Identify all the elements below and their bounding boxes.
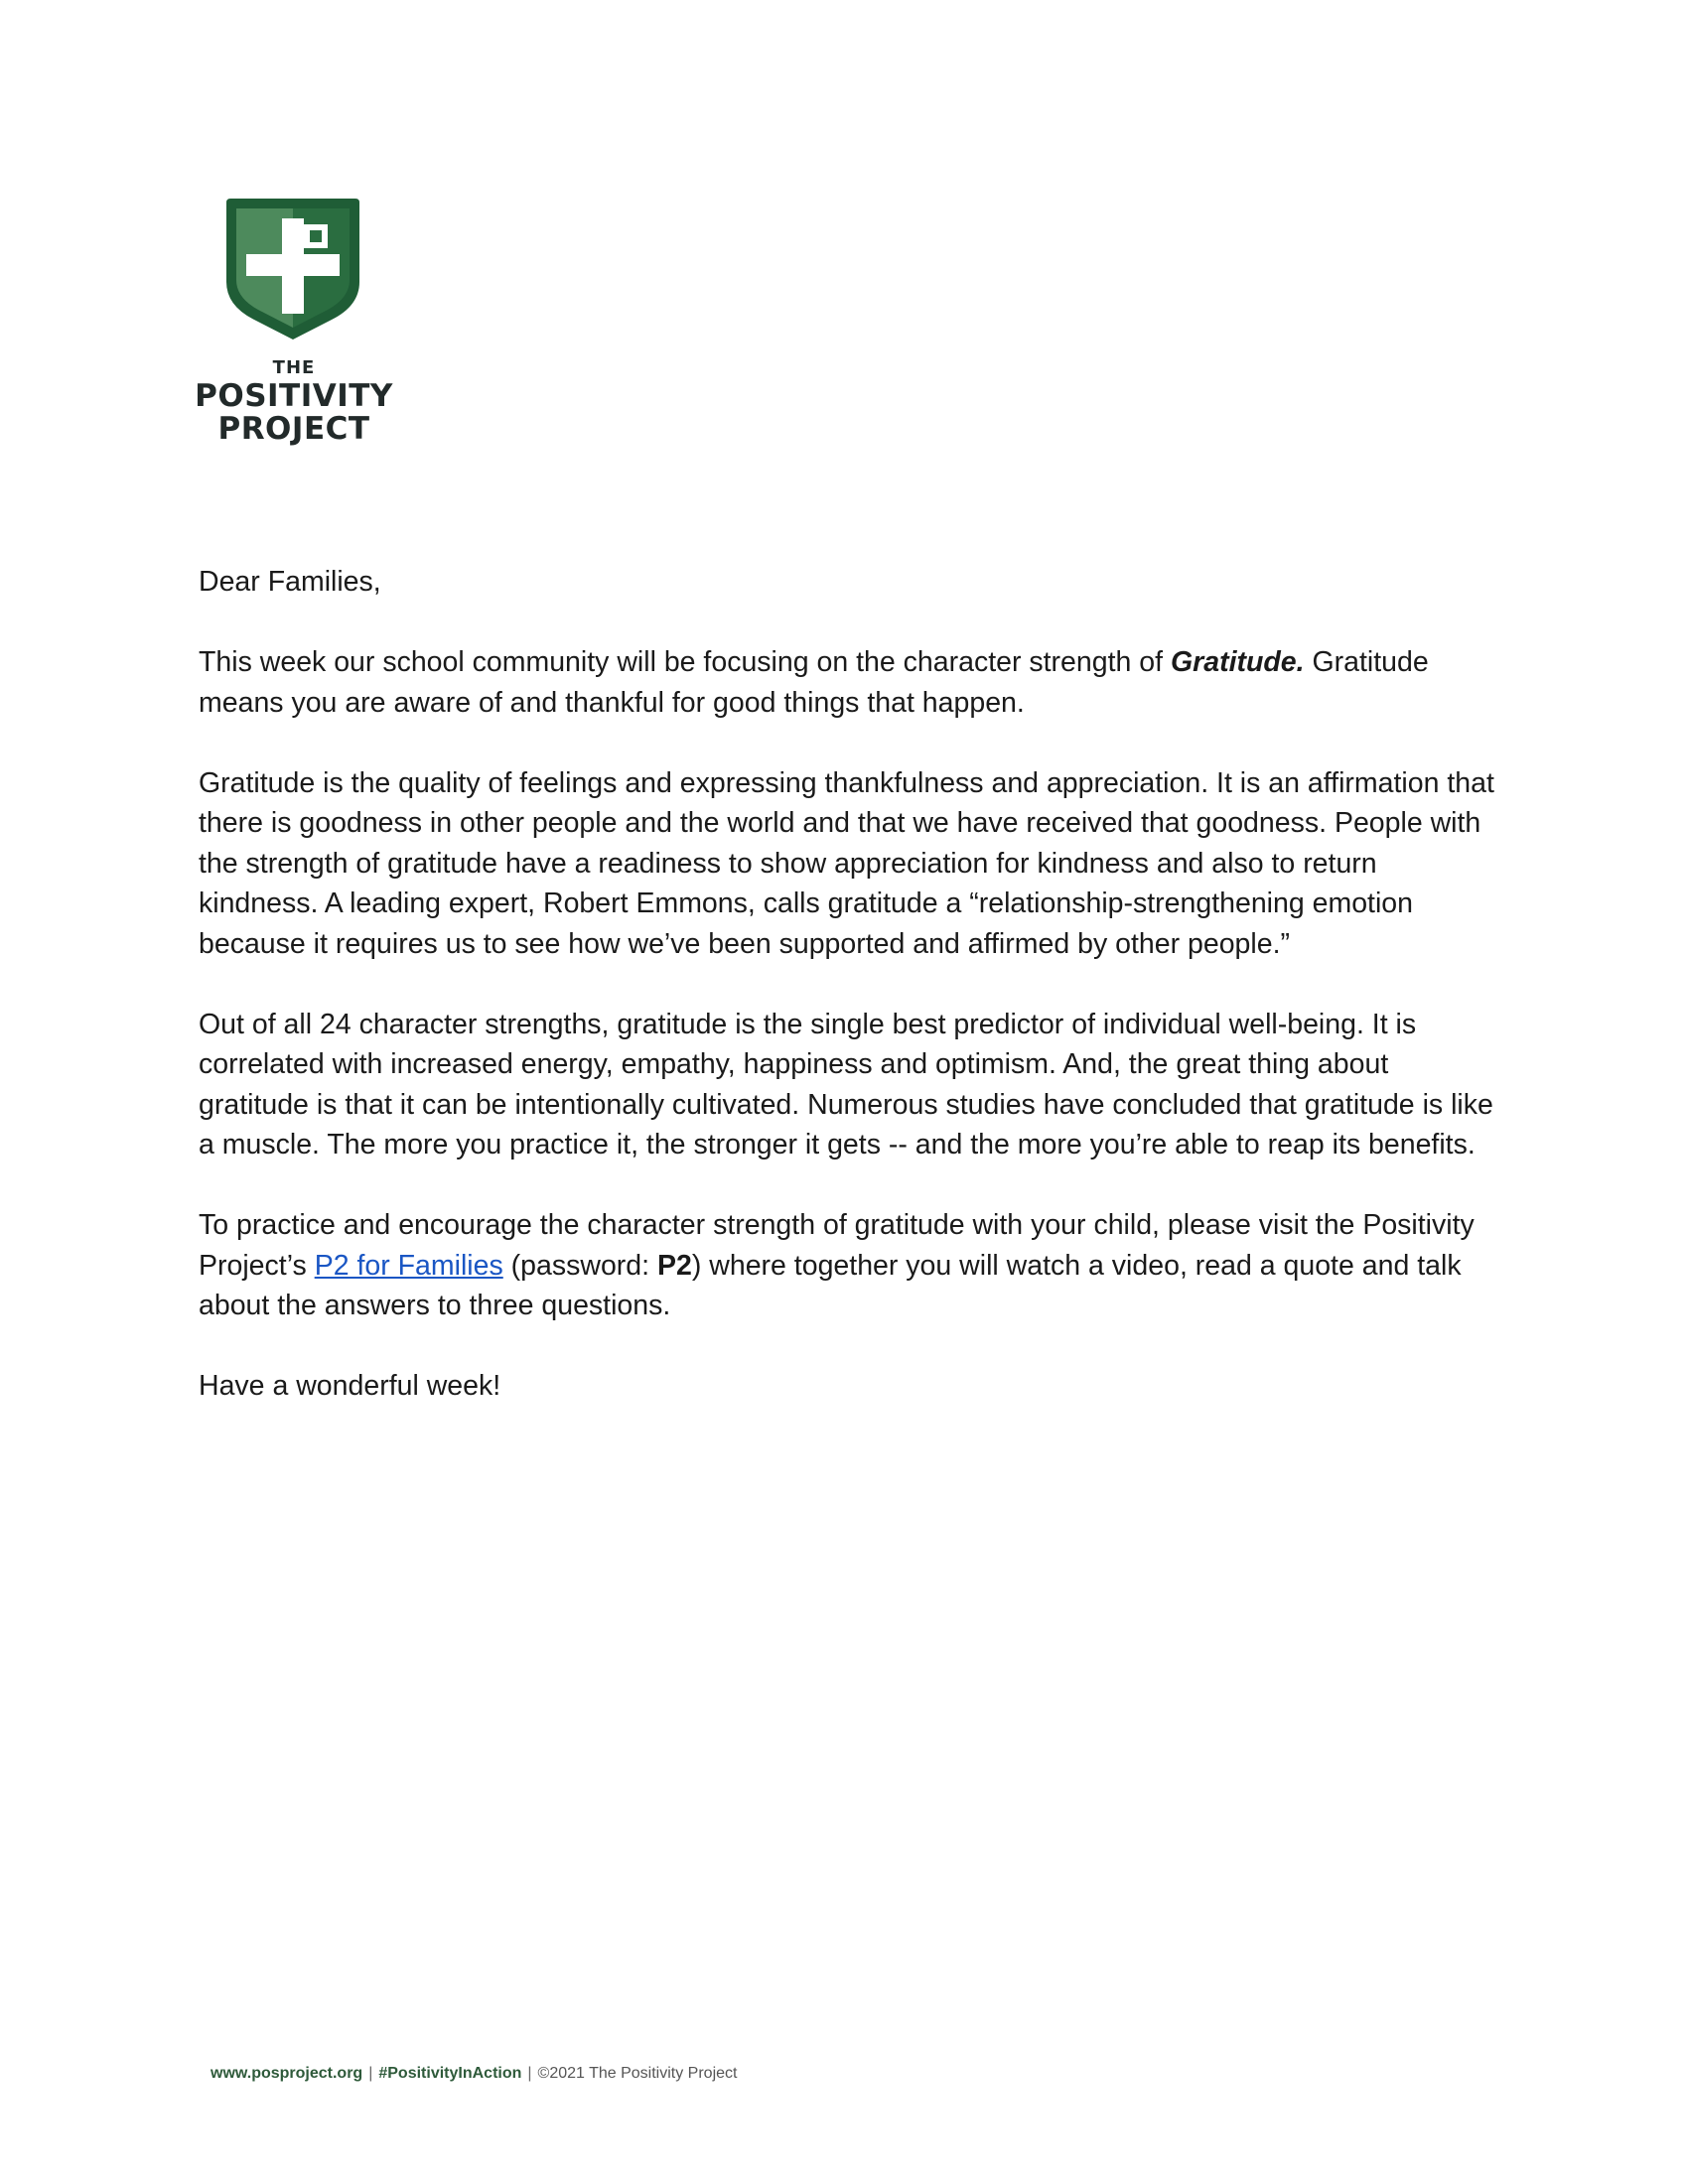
definition-paragraph: Gratitude is the quality of feelings and expressing thankfulness and appreciation. It is an affirmation that there is goodness in other people and the world and that we have received that goodness. People with the strength of gratitude have a readiness to show appreciation for kindness and also to return kindness. A leading expert, Robert Emmons, calls gratitude a “relationship-strengthening emotion because it requires us to see how we’ve been supported and affirmed by other people.” bbox=[199, 766, 1494, 960]
practice-text-before: To practice and encourage the character strength of gratitude with your child, please visit the Positivity Project’s bbox=[199, 1209, 1475, 1282]
logo-project: PROJECT bbox=[217, 411, 370, 447]
closing: Have a wonderful week! bbox=[199, 1370, 501, 1402]
salutation: Dear Families, bbox=[199, 566, 381, 598]
footer-copyright: ©2021 The Positivity Project bbox=[537, 2065, 738, 2082]
intro-paragraph bbox=[199, 642, 1499, 723]
letter-body bbox=[199, 562, 1499, 1446]
logo-positivity: POSITIVITY bbox=[195, 378, 393, 414]
intro-text-after: Gratitude means you are aware of and thankful for good things that happen. bbox=[199, 646, 1429, 719]
logo-the: THE bbox=[272, 357, 316, 378]
practice-paragraph bbox=[199, 1205, 1499, 1326]
practice-text-middle: (password: bbox=[502, 1249, 657, 1282]
intro-text-before: This week our school community will be focusing on the character strength of bbox=[199, 646, 1171, 678]
p2-for-families-link[interactable]: P2 for Families bbox=[314, 1249, 503, 1282]
footer-hashtag: #PositivityInAction bbox=[378, 2065, 522, 2082]
practice-text-after: ) where together you will watch a video, read a quote and talk about the answers to three questions. bbox=[199, 1249, 1462, 1321]
shield-cross-icon bbox=[222, 195, 363, 341]
password-value: P2 bbox=[656, 1249, 692, 1282]
page-footer bbox=[211, 2065, 737, 2083]
benefits-paragraph: Out of all 24 character strengths, gratitude is the single best predictor of individual well-being. It is correlated with increased energy, empathy, happiness and optimism. And, the great thing about gratitude is that it can be intentionally cultivated. Numerous studies have concluded that gratitude is like a muscle. The more you practice it, the stronger it gets -- and the more you’re able to reap its benefits. bbox=[199, 1008, 1493, 1160]
positivity-project-logo bbox=[195, 195, 393, 453]
strength-name: Gratitude. bbox=[1170, 646, 1305, 678]
logo-wordmark bbox=[195, 359, 393, 445]
footer-separator: | bbox=[527, 2065, 532, 2082]
footer-separator: | bbox=[368, 2065, 373, 2082]
footer-website-link[interactable]: www.posproject.org bbox=[211, 2065, 363, 2082]
